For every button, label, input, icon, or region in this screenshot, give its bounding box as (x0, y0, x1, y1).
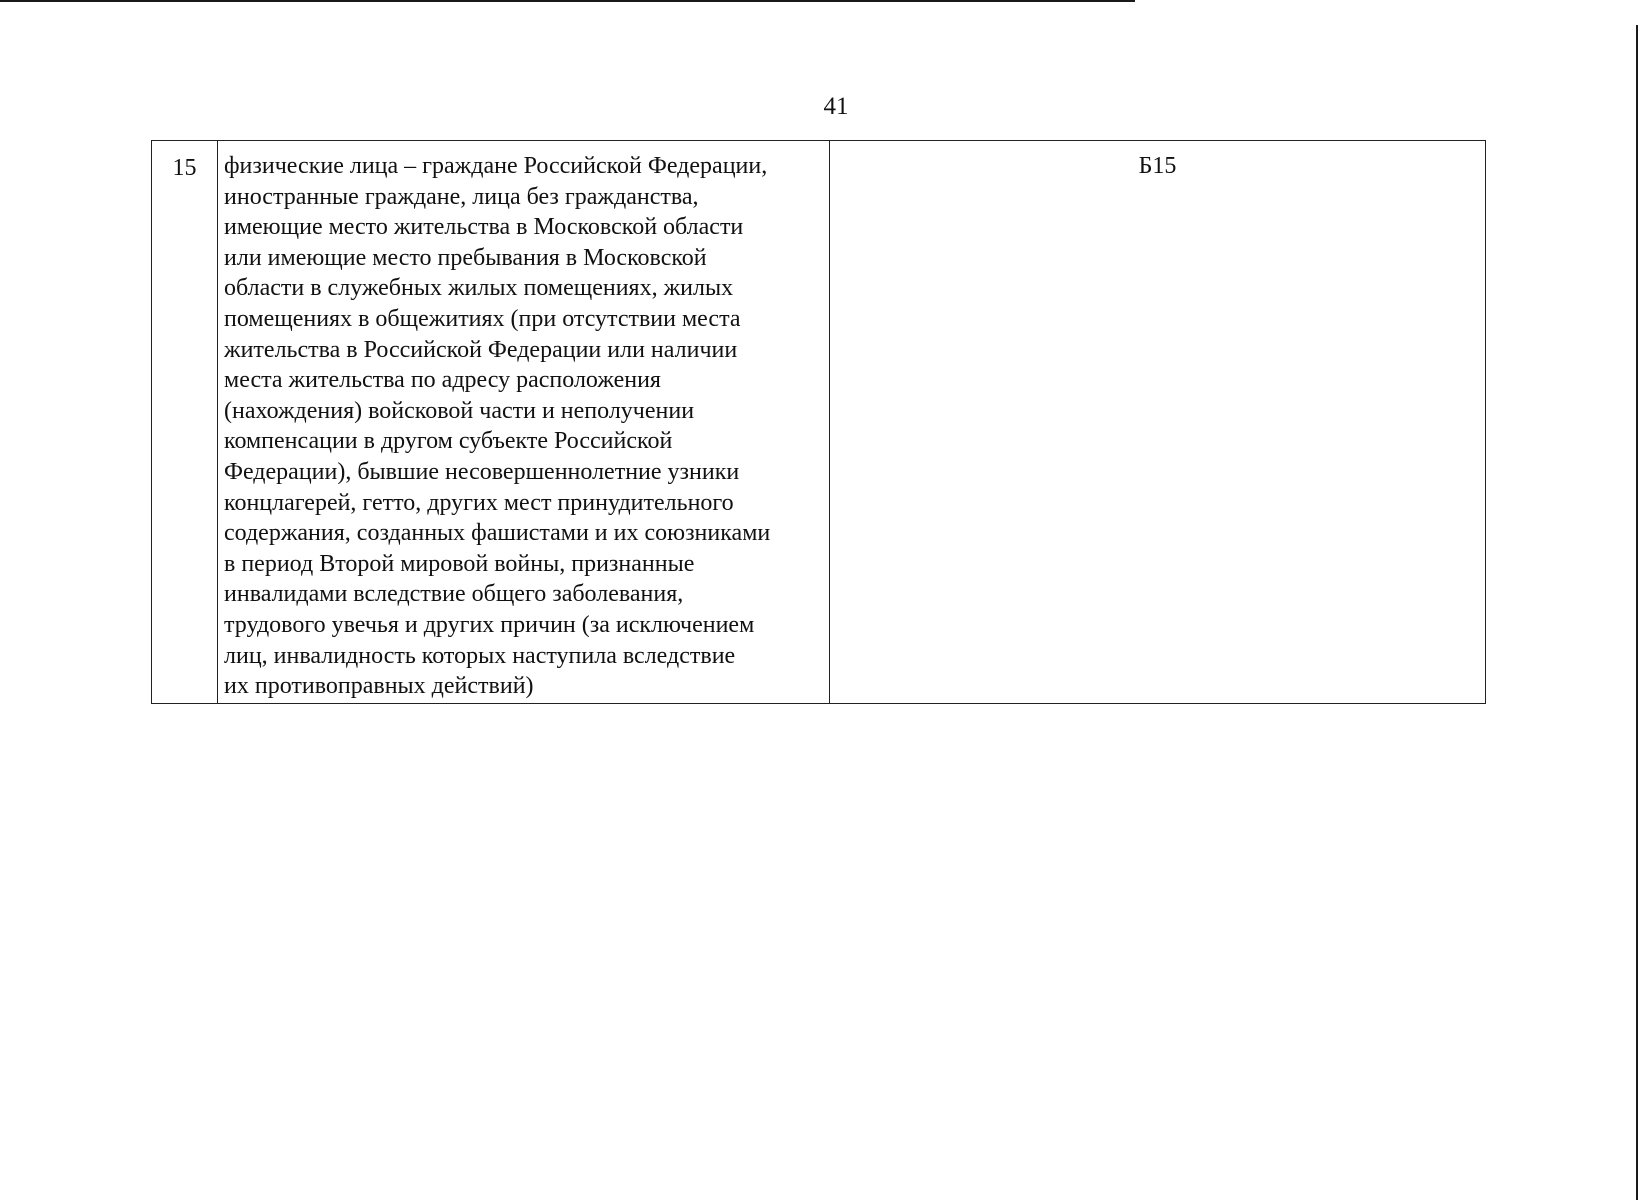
row-description-cell (218, 141, 830, 704)
description-line: Федерации), бывшие несовершеннолетние узники (224, 458, 740, 485)
description-line: инвалидами вследствие общего заболевания, (224, 581, 684, 608)
row-code-cell: Б15 (830, 141, 1486, 704)
description-line: жительства в Российской Федерации или наличии (224, 336, 738, 363)
description-line: компенсации в другом субъекте Российской (224, 428, 673, 455)
page-number: 41 (823, 93, 849, 120)
description-line: физические лица – граждане Российской Федерации, (224, 153, 768, 179)
scan-edge-top (0, 0, 1135, 2)
description-line: трудового увечья и других причин (за исключением (224, 611, 755, 638)
description-line: в период Второй мировой войны, признанные (224, 550, 695, 577)
description-line: их противоправных действий) (224, 673, 534, 700)
description-line: лиц, инвалидность которых наступила вследствие (224, 642, 736, 669)
description-line: имеющие место жительства в Московской области (224, 214, 744, 241)
description-line: содержания, созданных фашистами и их союзниками (224, 520, 771, 547)
description-line: или имеющие место пребывания в Московской (224, 244, 707, 271)
description-line: иностранные граждане, лица без гражданства, (224, 183, 699, 210)
description-line: области в служебных жилых помещениях, жилых (224, 275, 734, 302)
description-line: места жительства по адресу расположения (224, 367, 661, 394)
scan-edge-right (1636, 25, 1638, 1200)
description-line: (нахождения) войсковой части и неполучении (224, 397, 695, 424)
document-table (151, 140, 1486, 704)
row-number-cell: 15 (152, 141, 218, 704)
table-row (152, 141, 1486, 704)
description-line: концлагерей, гетто, других мест принудительного (224, 489, 734, 516)
description-line: помещениях в общежитиях (при отсутствии места (224, 305, 741, 332)
